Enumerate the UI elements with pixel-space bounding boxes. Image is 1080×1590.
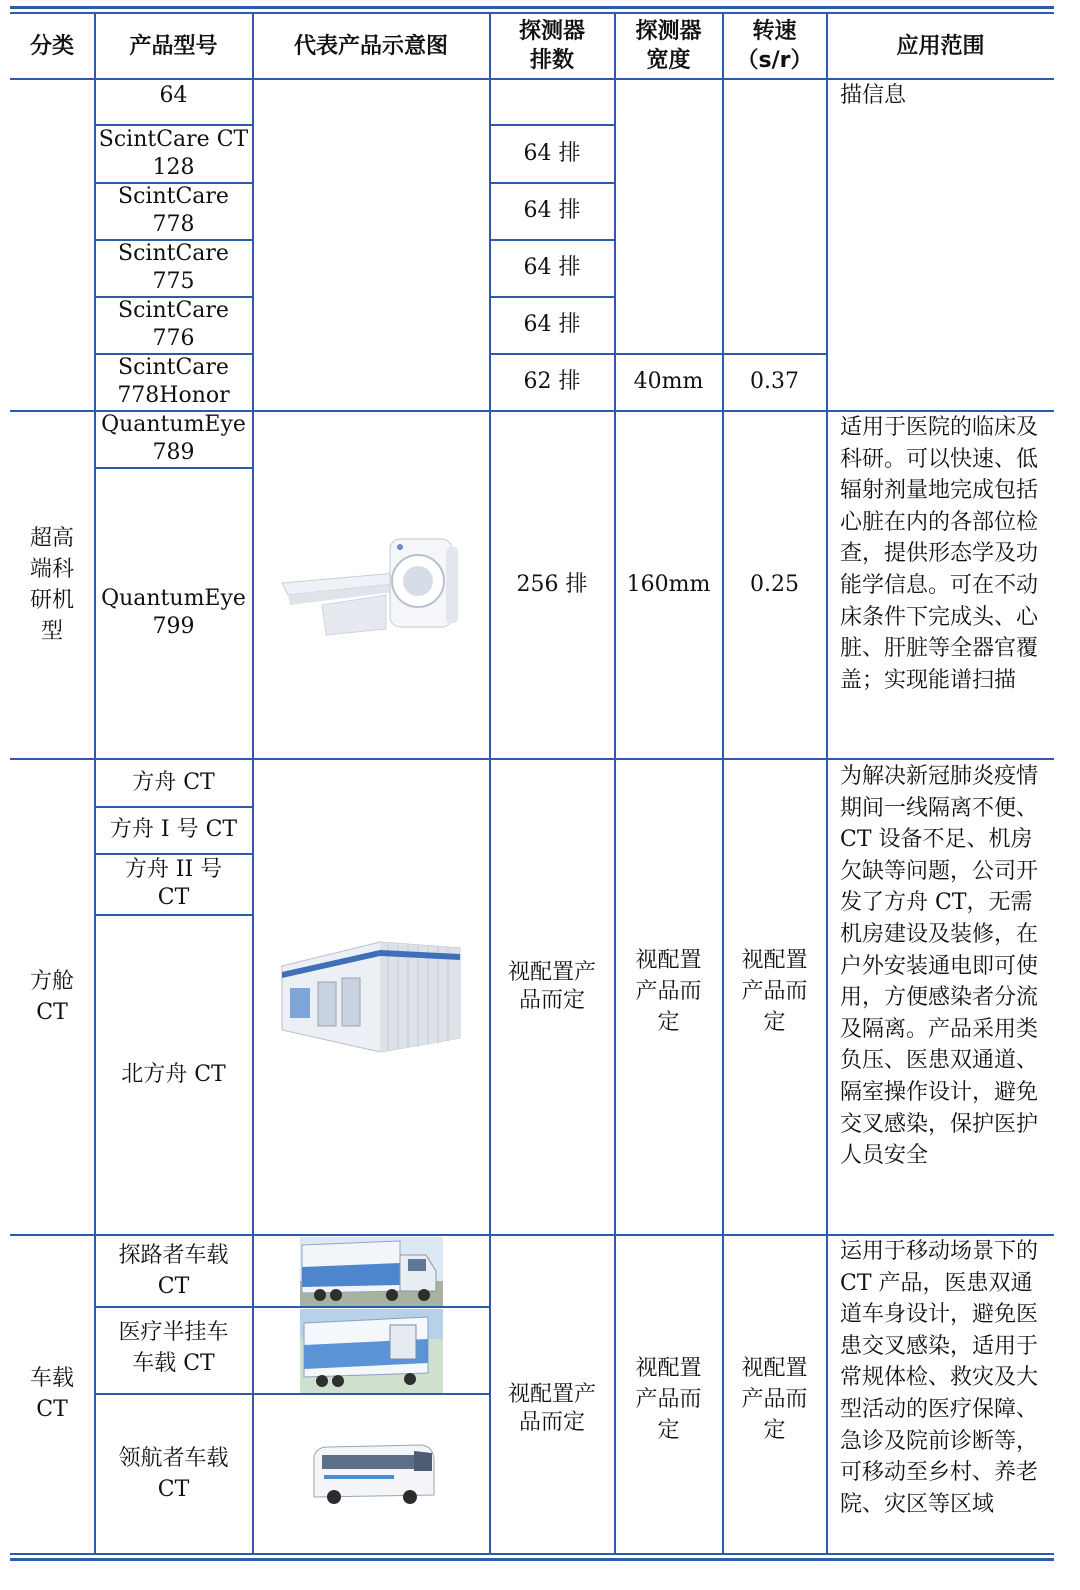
width-cell: 视配置 产品而 定 (635, 948, 702, 1035)
grid-line (95, 296, 253, 298)
container-ct-image (278, 938, 464, 1056)
header-application: 应用范围 (896, 33, 985, 59)
speed-cell: 0.25 (750, 571, 799, 597)
rows-cell: 64 排 (523, 140, 581, 166)
header-detector-rows: 探测器 排数 (518, 19, 585, 73)
grid-line (490, 296, 615, 298)
grid-line (95, 182, 253, 184)
grid-line (95, 353, 253, 355)
model-cell: QuantumEye 789 (101, 412, 246, 465)
model-cell: 方舟 I 号 CT (109, 817, 238, 842)
grid-line (95, 467, 253, 469)
bottom-rule-1 (10, 1553, 1054, 1555)
header-model: 产品型号 (129, 33, 218, 59)
grid-line (95, 239, 253, 241)
grid-line (490, 124, 615, 126)
header-rotation-speed: 转速 （s/r） (736, 19, 813, 73)
rows-cell: 256 排 (516, 571, 588, 597)
model-cell: 方舟 CT (132, 769, 215, 795)
width-cell: 40mm (633, 369, 704, 394)
column-line (252, 14, 254, 1553)
rows-cell: 64 排 (523, 255, 581, 280)
model-cell: 北方舟 CT (121, 1061, 226, 1087)
header-category: 分类 (29, 33, 74, 59)
top-rule (10, 6, 1054, 9)
grid-line (95, 914, 253, 916)
application-text: 为解决新冠肺炎疫情期间一线隔离不便、CT 设备不足、机房欠缺等问题，公司开发了方舟 CT，无需机房建设及装修，在户外安装通电即可使用，方便感染者分流及隔离。产品采用类负压、医患双通道、隔室操作设计，避免交叉感染，保护医护人员安全 (840, 764, 1039, 1169)
application-text: 描信息 (840, 83, 907, 108)
header-detector-width: 探测器 宽度 (635, 19, 702, 73)
model-cell: QuantumEye 799 (101, 586, 246, 639)
model-cell: 领航者车载 CT (118, 1445, 229, 1502)
width-cell: 视配置 产品而 定 (635, 1355, 702, 1443)
model-cell: ScintCare 778 (118, 184, 229, 237)
speed-cell: 视配置 产品而 定 (741, 1355, 808, 1443)
grid-line (95, 1306, 490, 1308)
bus-ct-image (310, 1437, 438, 1511)
rows-cell: 62 排 (523, 369, 581, 394)
header-image: 代表产品示意图 (293, 33, 448, 59)
grid-line (95, 853, 253, 855)
model-cell: 方舟 II 号 CT (124, 857, 223, 910)
category-cell: 车载 CT (29, 1366, 74, 1422)
truck-ct-image (300, 1237, 443, 1306)
column-line (94, 14, 96, 1553)
width-cell: 160mm (626, 571, 711, 597)
column-line (489, 14, 491, 1553)
column-line (722, 14, 724, 1553)
speed-cell: 0.37 (750, 369, 799, 394)
grid-line (490, 239, 615, 241)
rows-cell: 64 排 (523, 312, 581, 337)
model-cell: ScintCare 778Honor (117, 355, 230, 408)
rows-cell: 64 排 (523, 198, 581, 223)
model-cell: 探路者车载 CT (118, 1242, 229, 1299)
model-cell: ScintCare CT 128 (98, 126, 249, 180)
ct-scanner-image (278, 525, 464, 637)
grid-line (95, 806, 253, 808)
grid-line (490, 182, 615, 184)
application-text: 运用于移动场景下的 CT 产品，医患双通道车身设计，避免医患交叉感染，适用于常规体检、救灾及大型活动的医疗保障、急诊及院前诊断等，可移动至乡村、养老院、灾区等区域 (840, 1239, 1039, 1517)
category-cell: 超高 端科 研机 型 (29, 525, 74, 644)
rows-cell: 视配置产 品而定 (507, 959, 596, 1013)
rows-cell: 视配置产 品而定 (507, 1382, 596, 1435)
grid-line (490, 353, 827, 355)
column-line (826, 14, 828, 1553)
application-text: 适用于医院的临床及科研。可以快速、低辐射剂量地完成包括心脏在内的各部位检查，提供形态学及功能学信息。可在不动床条件下完成头、心脏、肝脏等全器官覆盖；实现能谱扫描 (840, 415, 1039, 693)
model-cell: ScintCare 775 (118, 241, 229, 294)
semi-trailer-ct-image (300, 1309, 443, 1393)
grid-line (95, 124, 253, 126)
model-cell: ScintCare 776 (118, 298, 229, 351)
model-cell: 64 (159, 83, 188, 108)
column-line (614, 14, 616, 1553)
category-cell: 方舱 CT (29, 968, 74, 1025)
model-cell: 医疗半挂车 车载 CT (118, 1320, 229, 1376)
grid-line (95, 1393, 490, 1395)
bottom-rule-2 (10, 1558, 1054, 1561)
speed-cell: 视配置 产品而 定 (741, 948, 808, 1035)
